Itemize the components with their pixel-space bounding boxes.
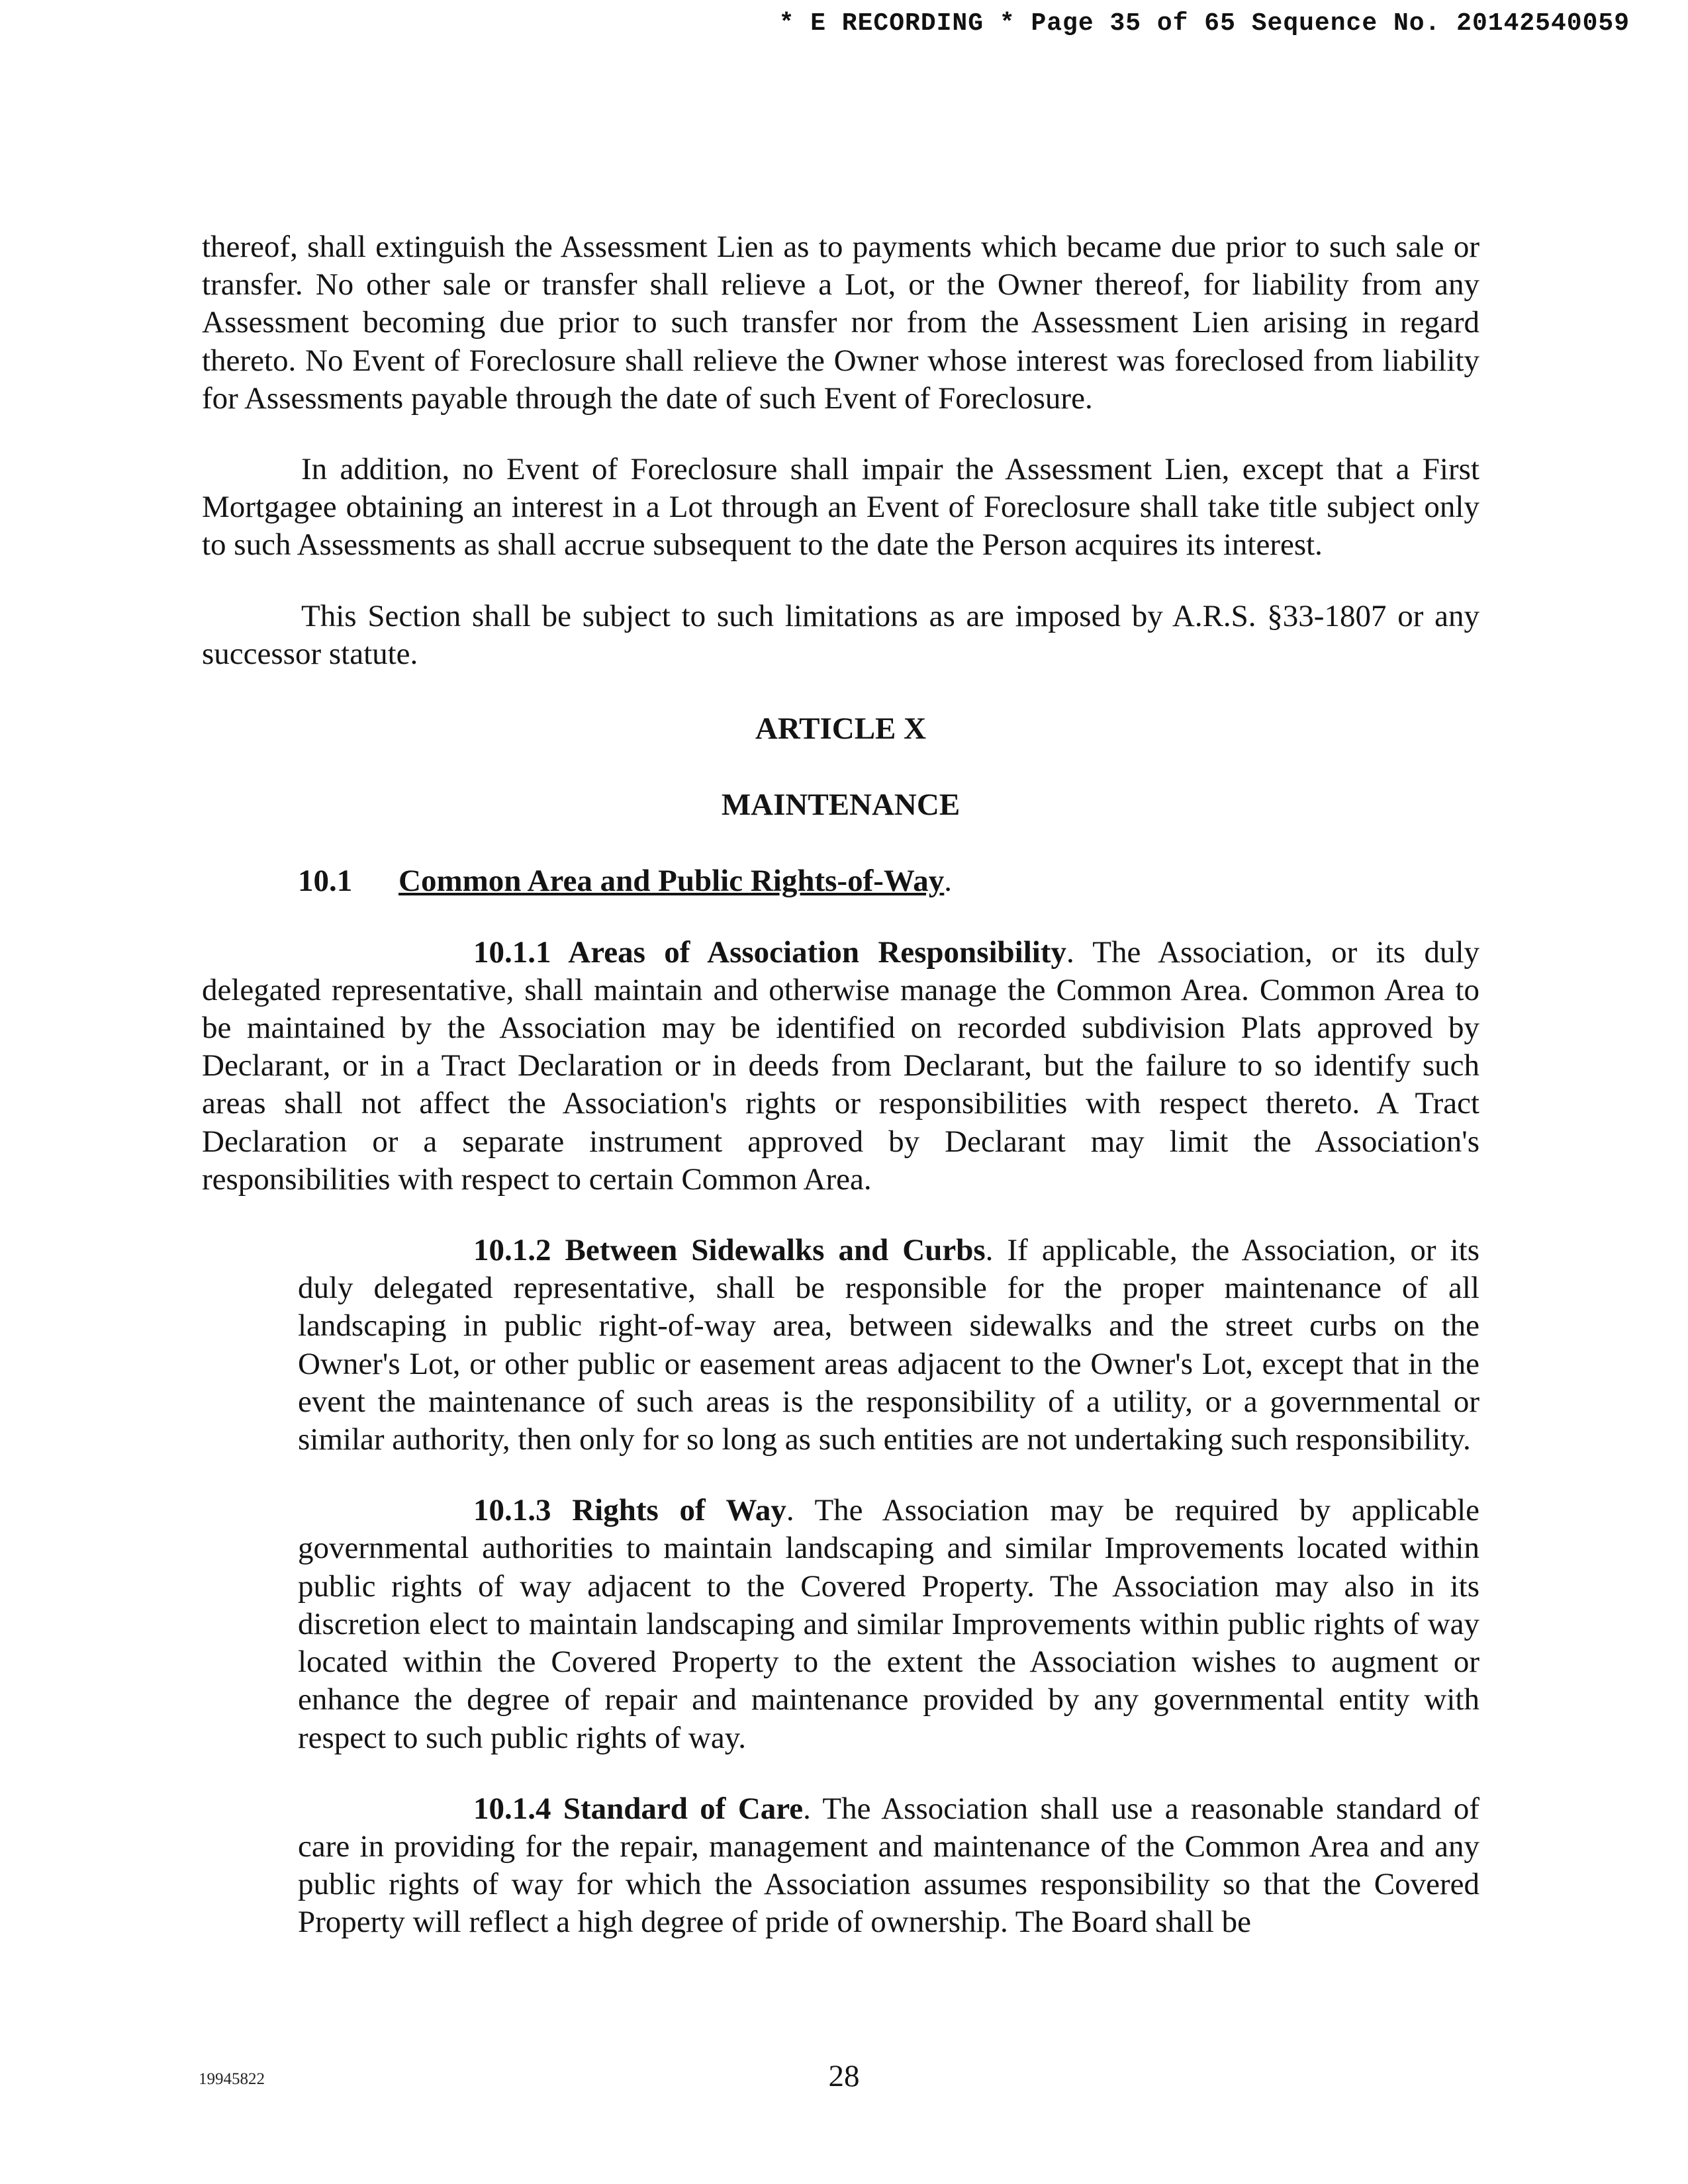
section-title-period: . — [944, 864, 953, 899]
subsection-text: . The Association may be required by applicable governmental authorities to maintain landscaping and similar Improvements located within public rights of way adjacent to the Covered Property. The Association may also in its discretion elect to maintain landscaping and similar Improvements within public rights of way located within the Covered Property to the extent the Association wishes to augment or enhance the degree of repair and maintenance provided by any governmental entity with respect to such public rights of way. — [298, 1493, 1479, 1755]
subsection-heading: 10.1.3 Rights of Way — [473, 1493, 786, 1528]
section-number: 10.1 — [298, 864, 353, 899]
paragraph-foreclosure: In addition, no Event of Foreclosure shall impair the Assessment Lien, except that a First Mortgagee obtaining an interest in a Lot through an Event of Foreclosure shall take title subject only to such Assessments as shall accrue subsequent to the date the Person acquires its interest. — [202, 452, 1479, 563]
subsection-heading: 10.1.1 Areas of Association Responsibility — [473, 934, 1067, 970]
recording-stamp: * E RECORDING * Page 35 of 65 Sequence No. 20142540059 — [778, 9, 1630, 38]
document-page — [202, 228, 1479, 1942]
section-heading — [298, 862, 1479, 900]
section-title: Common Area and Public Rights-of-Way — [399, 864, 945, 899]
page-number: 28 — [828, 2059, 860, 2093]
article-title: MAINTENANCE — [721, 788, 961, 823]
article-number: ARTICLE X — [755, 711, 927, 747]
subsection-heading: 10.1.2 Between Sidewalks and Curbs — [473, 1233, 986, 1268]
paragraph-continuation: thereof, shall extinguish the Assessment Lien as to payments which became due prior to such sale or transfer. No other sale or transfer shall relieve a Lot, or the Owner thereof, for liability from any Assessment becoming due prior to such transfer nor from the Assessment Lien arising in regard thereto. No Event of Foreclosure shall relieve the Owner whose interest was foreclosed from liability for Assessments payable through the date of such Event of Foreclosure. — [202, 230, 1479, 416]
subsection-10-1-1 — [202, 934, 1479, 1199]
document-id: 19945822 — [199, 2070, 265, 2088]
subsection-text: . The Association shall use a reasonable standard of care in providing for the repair, management and maintenance of the Common Area and any public rights of way for which the Association assumes responsibility so that the Covered Property will reflect a high degree of pride of ownership. The Board shall be — [298, 1791, 1479, 1940]
subsection-10-1-4 — [298, 1790, 1479, 1942]
subsection-text: . The Association, or its duly delegated representative, shall maintain and otherwise manage the Common Area. Common Area to be maintained by the Association may be identified on recorded subdivision Plats approved by Declarant, or in a Tract Declaration or in deeds from Declarant, but the failure to so identify such areas shall not affect the Association's rights or responsibilities with respect thereto. A Tract Declaration or a separate instrument approved by Declarant may limit the Association's responsibilities with respect to certain Common Area. — [202, 934, 1480, 1197]
paragraph-statute: This Section shall be subject to such limitations as are imposed by A.R.S. §33-1807 or any successor statute. — [202, 598, 1479, 671]
subsection-text: . If applicable, the Association, or its duly delegated representative, shall be responsible for the proper maintenance of all landscaping in public right-of-way area, between sidewalks and the street curbs on the Owner's Lot, or other public or easement areas adjacent to the Owner's Lot, except that in the event the maintenance of such areas is the responsibility of a utility, or a governmental or similar authority, then only for so long as such entities are not undertaking such responsibility. — [298, 1233, 1479, 1457]
subsection-10-1-3 — [298, 1492, 1479, 1756]
subsection-10-1-2 — [298, 1232, 1479, 1459]
subsection-heading: 10.1.4 Standard of Care — [473, 1791, 804, 1826]
